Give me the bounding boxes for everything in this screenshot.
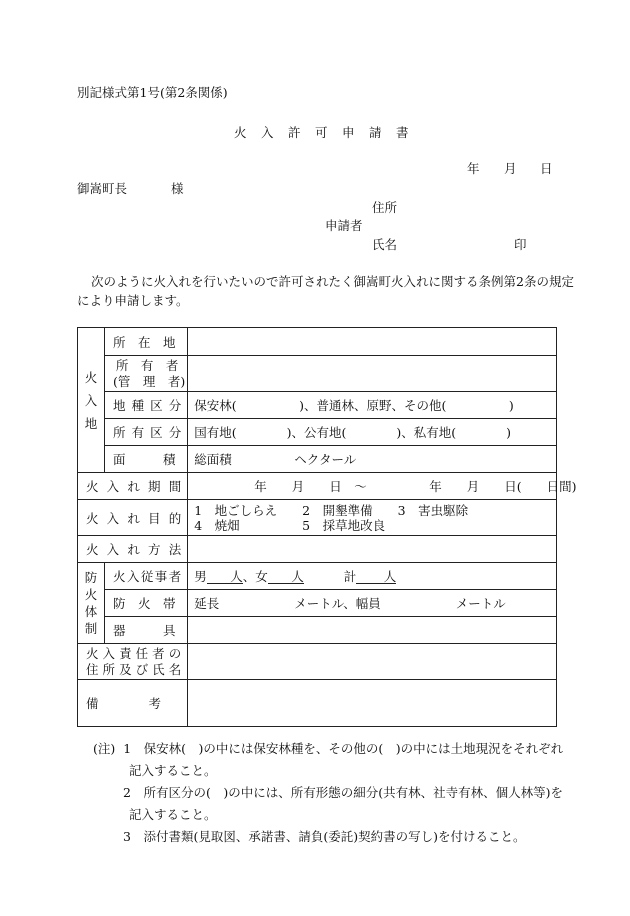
workers-total-count[interactable]: 人 bbox=[356, 570, 396, 584]
location-label: 所 在 地 bbox=[105, 328, 188, 356]
application-table bbox=[77, 327, 577, 727]
note-1-line-2: 記入すること。 bbox=[129, 763, 217, 778]
workers-female-count[interactable]: 人 bbox=[268, 570, 304, 584]
responsible-label: 火入責任者の 住所及び氏名 bbox=[78, 644, 188, 680]
note-1-line-1: 1 保安林( )の中には保安林種を、その他の( )の中には土地現況をそれぞれ bbox=[123, 741, 564, 756]
firebreak-value[interactable]: 延長 メートル、幅員 メートル bbox=[188, 590, 557, 617]
workers-label: 火入従事者 bbox=[105, 563, 188, 590]
note-2-line-2: 記入すること。 bbox=[129, 807, 217, 822]
workers-value[interactable]: 男 人、女 人 計 人 bbox=[188, 563, 557, 590]
land-type-label: 地種区分 bbox=[105, 392, 188, 419]
name-label: 氏名 bbox=[372, 237, 398, 252]
area-label: 面 積 bbox=[105, 446, 188, 473]
responsible-value[interactable] bbox=[188, 644, 557, 680]
site-group-label: 火入地 bbox=[78, 328, 105, 473]
intro-line-2: により申請します。 bbox=[77, 293, 189, 308]
location-value[interactable] bbox=[188, 328, 557, 356]
workers-male-count[interactable]: 人 bbox=[207, 570, 243, 584]
purpose-value[interactable]: 1 地ごしらえ 2 開墾準備 3 害虫駆除 4 焼畑 5 採草地改良 bbox=[188, 500, 557, 536]
area-value[interactable]: 総面積 ヘクタール bbox=[188, 446, 557, 473]
land-type-value[interactable]: 保安林( )、普通林、原野、その他( ) bbox=[188, 392, 557, 419]
notes-section bbox=[93, 738, 563, 848]
remarks-label: 備 考 bbox=[78, 680, 188, 727]
date-year: 年 bbox=[467, 161, 480, 176]
intro-line-1: 次のように火入れを行いたいので許可されたく御嵩町火入れに関する条例第2条の規定 bbox=[91, 274, 574, 289]
ownership-value[interactable]: 国有地( )、公有地( )、私有地( ) bbox=[188, 419, 557, 446]
ownership-label: 所有区分 bbox=[105, 419, 188, 446]
page-title: 火 入 許 可 申 請 書 bbox=[234, 125, 410, 140]
addressee: 御嵩町長 bbox=[77, 181, 128, 196]
remarks-value[interactable] bbox=[188, 680, 557, 727]
firebreak-label: 防 火 帯 bbox=[105, 590, 188, 617]
period-value[interactable]: 年 月 日 〜 年 月 日( 日間) bbox=[188, 473, 557, 500]
equipment-value[interactable] bbox=[188, 617, 557, 644]
seal-mark: 印 bbox=[514, 237, 527, 252]
method-value[interactable] bbox=[188, 536, 557, 563]
owner-label: 所 有 者 (管 理 者) bbox=[105, 356, 188, 392]
fire-group-label: 防火体制 bbox=[78, 563, 105, 644]
method-label: 火入れ方法 bbox=[78, 536, 188, 563]
date-month: 月 bbox=[504, 161, 517, 176]
applicant-label: 申請者 bbox=[325, 218, 363, 233]
address-label: 住所 bbox=[372, 200, 398, 215]
addressee-suffix: 様 bbox=[171, 181, 184, 196]
date-day: 日 bbox=[540, 161, 553, 176]
equipment-label: 器 具 bbox=[105, 617, 188, 644]
note-3: 3 添付書類(見取図、承諾書、請負(委託)契約書の写し)を付けること。 bbox=[123, 829, 526, 844]
notes-label: (注) bbox=[93, 741, 116, 756]
owner-value[interactable] bbox=[188, 356, 557, 392]
period-label: 火入れ期間 bbox=[78, 473, 188, 500]
form-number: 別記様式第1号(第2条関係) bbox=[77, 85, 228, 100]
purpose-label: 火入れ目的 bbox=[78, 500, 188, 536]
note-2-line-1: 2 所有区分の( )の中には、所有形態の細分(共有林、社寺有林、個人林等)を bbox=[123, 785, 563, 800]
